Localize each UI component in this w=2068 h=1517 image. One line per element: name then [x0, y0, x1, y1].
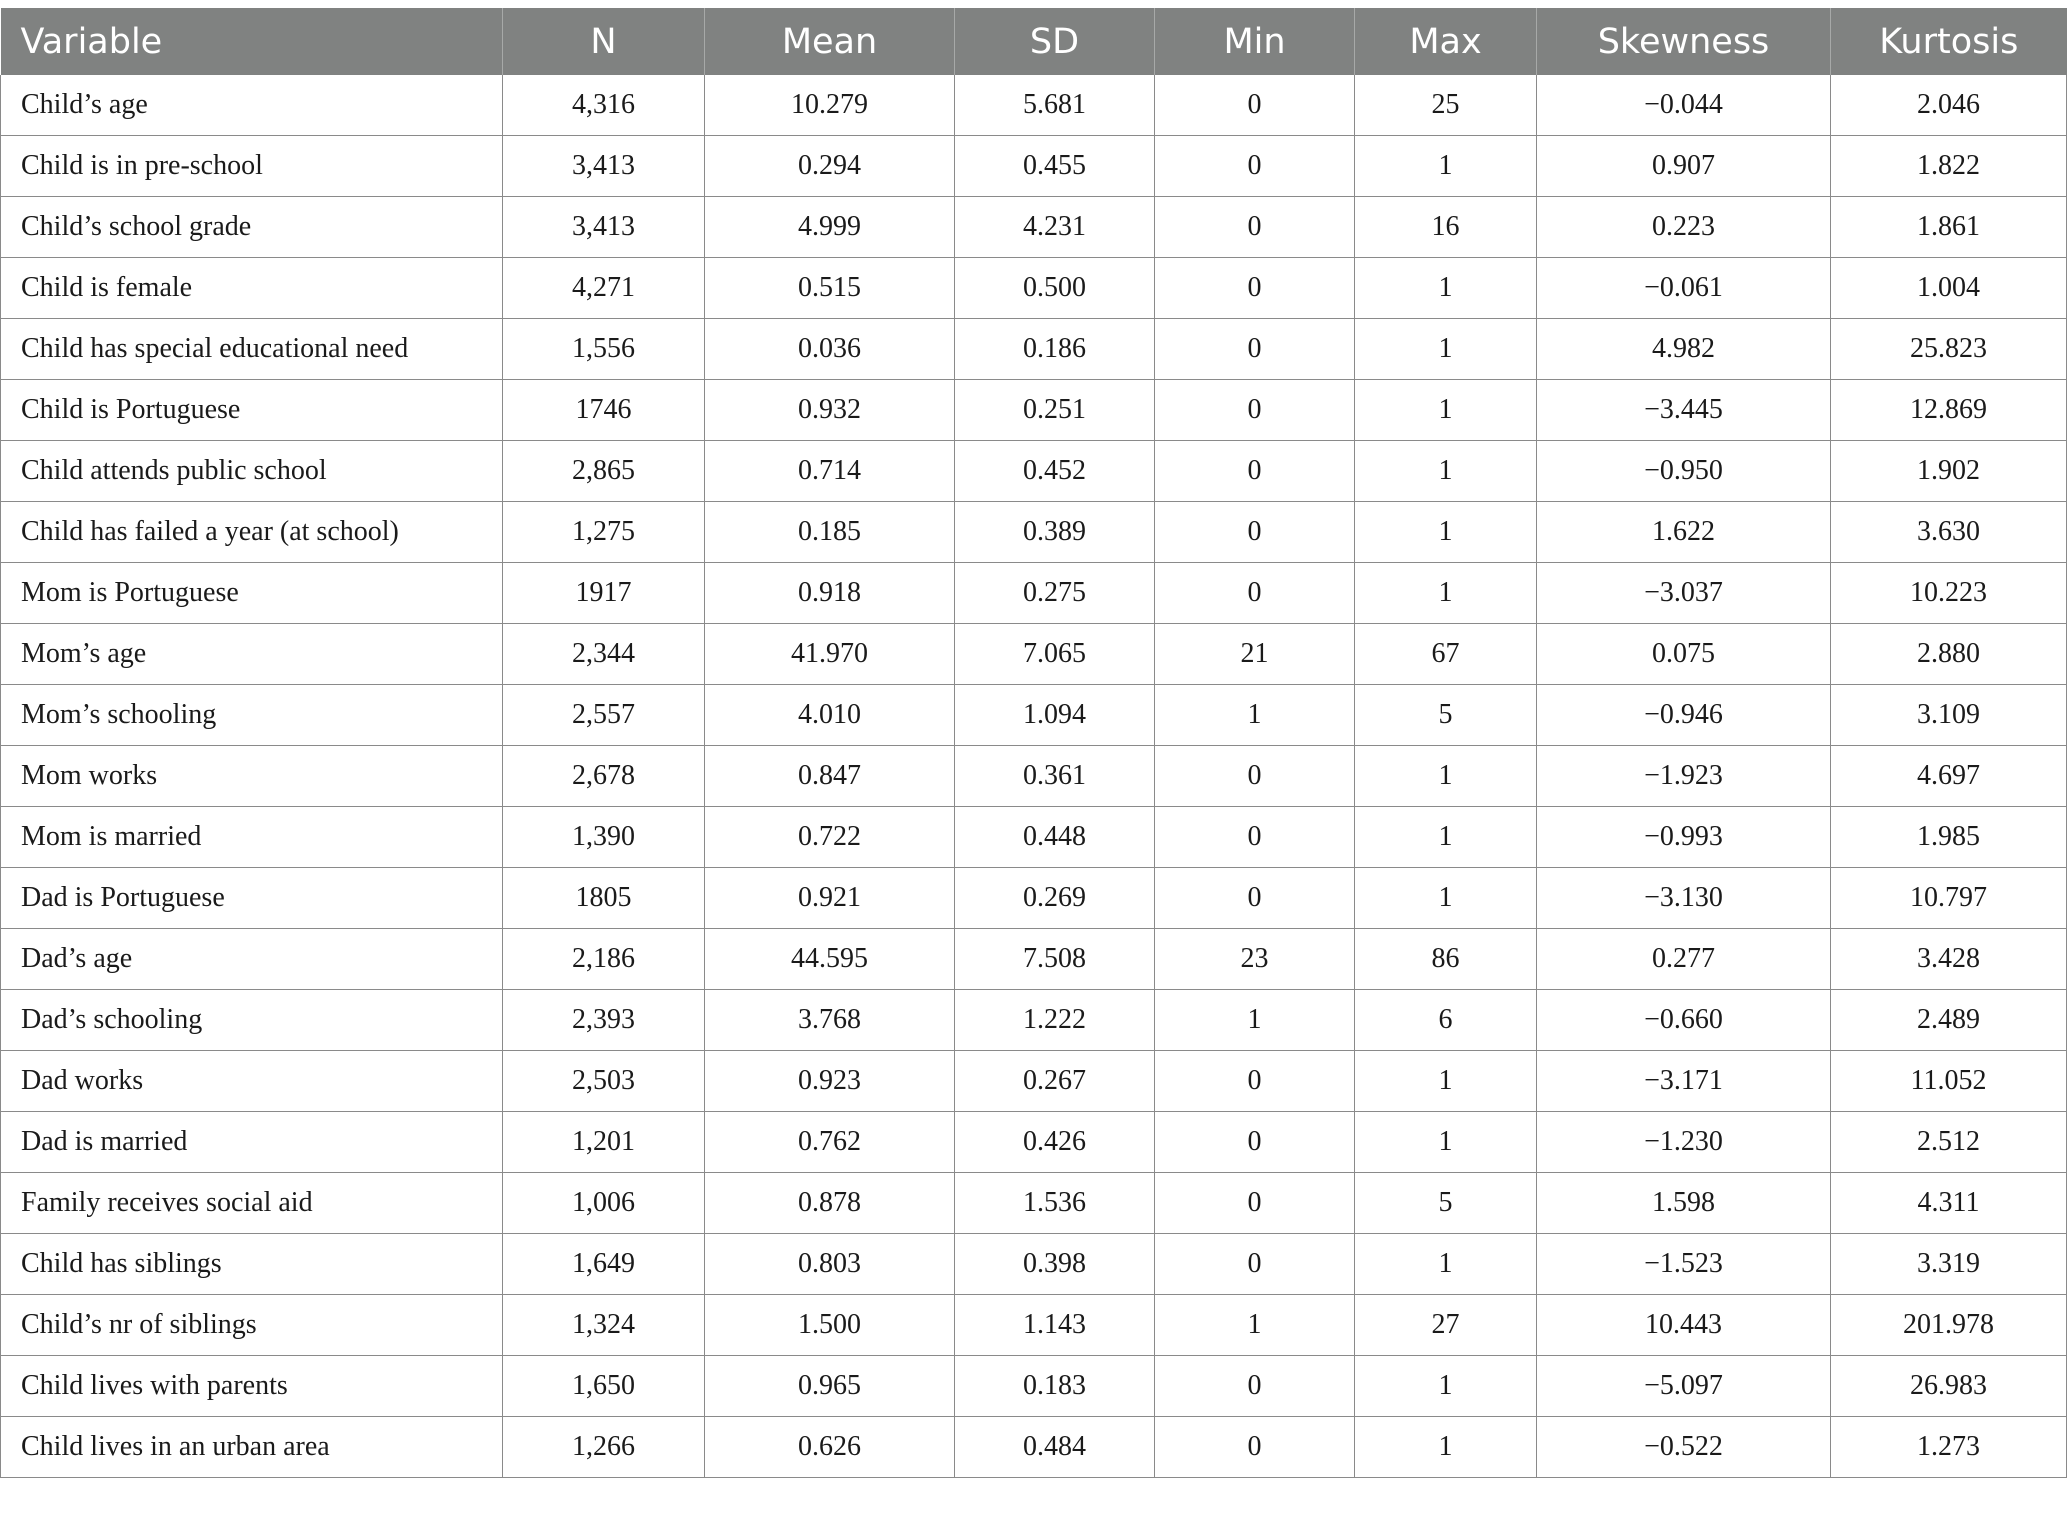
cell-n: 1,324 [503, 1295, 705, 1356]
cell-kurtosis: 1.902 [1831, 441, 2067, 502]
table-row [1, 1234, 2067, 1295]
cell-max: 25 [1355, 75, 1537, 136]
table-row [1, 1417, 2067, 1478]
table-row [1, 929, 2067, 990]
header-n: N [503, 8, 705, 75]
cell-variable: Child has special educational need [1, 319, 503, 380]
cell-kurtosis: 3.630 [1831, 502, 2067, 563]
cell-n: 1,006 [503, 1173, 705, 1234]
cell-n: 1805 [503, 868, 705, 929]
header-kurtosis: Kurtosis [1831, 8, 2067, 75]
cell-variable: Child attends public school [1, 441, 503, 502]
cell-sd: 0.500 [955, 258, 1155, 319]
cell-max: 27 [1355, 1295, 1537, 1356]
cell-n: 4,316 [503, 75, 705, 136]
cell-n: 1,275 [503, 502, 705, 563]
table-row [1, 624, 2067, 685]
cell-n: 4,271 [503, 258, 705, 319]
cell-skewness: 1.622 [1537, 502, 1831, 563]
cell-skewness: 4.982 [1537, 319, 1831, 380]
cell-sd: 1.536 [955, 1173, 1155, 1234]
cell-mean: 4.010 [705, 685, 955, 746]
cell-max: 6 [1355, 990, 1537, 1051]
cell-skewness: 10.443 [1537, 1295, 1831, 1356]
cell-variable: Child’s nr of siblings [1, 1295, 503, 1356]
cell-sd: 0.448 [955, 807, 1155, 868]
cell-variable: Mom’s schooling [1, 685, 503, 746]
cell-n: 1,201 [503, 1112, 705, 1173]
cell-variable: Child is Portuguese [1, 380, 503, 441]
cell-max: 1 [1355, 1356, 1537, 1417]
table-row [1, 1051, 2067, 1112]
cell-skewness: 0.223 [1537, 197, 1831, 258]
cell-kurtosis: 12.869 [1831, 380, 2067, 441]
cell-max: 86 [1355, 929, 1537, 990]
cell-skewness: −1.523 [1537, 1234, 1831, 1295]
table-row [1, 1112, 2067, 1173]
cell-min: 1 [1155, 685, 1355, 746]
cell-skewness: 0.075 [1537, 624, 1831, 685]
cell-skewness: 0.277 [1537, 929, 1831, 990]
cell-n: 2,557 [503, 685, 705, 746]
cell-n: 1,556 [503, 319, 705, 380]
table-row [1, 258, 2067, 319]
cell-skewness: −0.993 [1537, 807, 1831, 868]
header-min: Min [1155, 8, 1355, 75]
cell-max: 16 [1355, 197, 1537, 258]
cell-variable: Child is in pre-school [1, 136, 503, 197]
cell-skewness: −3.130 [1537, 868, 1831, 929]
table-row [1, 807, 2067, 868]
cell-min: 0 [1155, 258, 1355, 319]
cell-kurtosis: 10.223 [1831, 563, 2067, 624]
cell-skewness: 0.907 [1537, 136, 1831, 197]
cell-max: 1 [1355, 258, 1537, 319]
cell-min: 0 [1155, 380, 1355, 441]
cell-skewness: −3.171 [1537, 1051, 1831, 1112]
cell-n: 2,344 [503, 624, 705, 685]
cell-mean: 10.279 [705, 75, 955, 136]
cell-variable: Mom’s age [1, 624, 503, 685]
cell-mean: 0.965 [705, 1356, 955, 1417]
cell-variable: Dad works [1, 1051, 503, 1112]
cell-sd: 4.231 [955, 197, 1155, 258]
cell-min: 0 [1155, 136, 1355, 197]
cell-skewness: −0.061 [1537, 258, 1831, 319]
cell-mean: 4.999 [705, 197, 955, 258]
cell-min: 23 [1155, 929, 1355, 990]
cell-min: 0 [1155, 563, 1355, 624]
cell-skewness: −5.097 [1537, 1356, 1831, 1417]
cell-skewness: −0.044 [1537, 75, 1831, 136]
cell-sd: 1.143 [955, 1295, 1155, 1356]
cell-min: 0 [1155, 746, 1355, 807]
cell-mean: 41.970 [705, 624, 955, 685]
cell-variable: Child lives with parents [1, 1356, 503, 1417]
header-skewness: Skewness [1537, 8, 1831, 75]
table-row [1, 868, 2067, 929]
cell-sd: 0.452 [955, 441, 1155, 502]
cell-kurtosis: 3.109 [1831, 685, 2067, 746]
cell-min: 1 [1155, 1295, 1355, 1356]
cell-mean: 44.595 [705, 929, 955, 990]
cell-kurtosis: 2.880 [1831, 624, 2067, 685]
cell-min: 1 [1155, 990, 1355, 1051]
table-row [1, 1173, 2067, 1234]
cell-min: 0 [1155, 1112, 1355, 1173]
table-header [1, 8, 2067, 75]
cell-kurtosis: 1.004 [1831, 258, 2067, 319]
cell-variable: Child is female [1, 258, 503, 319]
cell-max: 1 [1355, 380, 1537, 441]
cell-mean: 1.500 [705, 1295, 955, 1356]
cell-n: 3,413 [503, 136, 705, 197]
cell-min: 0 [1155, 502, 1355, 563]
cell-max: 5 [1355, 685, 1537, 746]
cell-min: 0 [1155, 197, 1355, 258]
cell-kurtosis: 201.978 [1831, 1295, 2067, 1356]
cell-n: 3,413 [503, 197, 705, 258]
cell-variable: Dad’s age [1, 929, 503, 990]
cell-kurtosis: 2.046 [1831, 75, 2067, 136]
cell-n: 1917 [503, 563, 705, 624]
cell-variable: Dad is Portuguese [1, 868, 503, 929]
cell-skewness: −0.946 [1537, 685, 1831, 746]
cell-mean: 3.768 [705, 990, 955, 1051]
cell-max: 1 [1355, 1051, 1537, 1112]
cell-mean: 0.847 [705, 746, 955, 807]
cell-sd: 0.455 [955, 136, 1155, 197]
cell-sd: 0.267 [955, 1051, 1155, 1112]
cell-max: 1 [1355, 1417, 1537, 1478]
table-row [1, 319, 2067, 380]
cell-kurtosis: 10.797 [1831, 868, 2067, 929]
cell-skewness: −0.660 [1537, 990, 1831, 1051]
cell-n: 1,390 [503, 807, 705, 868]
cell-min: 0 [1155, 807, 1355, 868]
table-row [1, 990, 2067, 1051]
cell-n: 2,865 [503, 441, 705, 502]
cell-max: 1 [1355, 1234, 1537, 1295]
cell-skewness: 1.598 [1537, 1173, 1831, 1234]
cell-kurtosis: 2.512 [1831, 1112, 2067, 1173]
cell-min: 0 [1155, 1417, 1355, 1478]
table-row [1, 136, 2067, 197]
cell-kurtosis: 1.822 [1831, 136, 2067, 197]
cell-variable: Dad is married [1, 1112, 503, 1173]
cell-min: 0 [1155, 1356, 1355, 1417]
cell-min: 0 [1155, 1051, 1355, 1112]
cell-kurtosis: 2.489 [1831, 990, 2067, 1051]
cell-n: 1746 [503, 380, 705, 441]
cell-mean: 0.036 [705, 319, 955, 380]
cell-max: 1 [1355, 319, 1537, 380]
cell-mean: 0.762 [705, 1112, 955, 1173]
cell-variable: Child has failed a year (at school) [1, 502, 503, 563]
cell-max: 1 [1355, 1112, 1537, 1173]
cell-max: 5 [1355, 1173, 1537, 1234]
cell-max: 1 [1355, 868, 1537, 929]
table-row [1, 1356, 2067, 1417]
cell-max: 1 [1355, 746, 1537, 807]
cell-kurtosis: 25.823 [1831, 319, 2067, 380]
cell-sd: 7.508 [955, 929, 1155, 990]
table-row [1, 502, 2067, 563]
cell-mean: 0.722 [705, 807, 955, 868]
table-row [1, 563, 2067, 624]
cell-min: 0 [1155, 1234, 1355, 1295]
cell-variable: Mom is married [1, 807, 503, 868]
cell-skewness: −0.950 [1537, 441, 1831, 502]
cell-variable: Dad’s schooling [1, 990, 503, 1051]
cell-variable: Child’s age [1, 75, 503, 136]
cell-min: 0 [1155, 441, 1355, 502]
cell-min: 0 [1155, 319, 1355, 380]
cell-variable: Child lives in an urban area [1, 1417, 503, 1478]
cell-skewness: −3.445 [1537, 380, 1831, 441]
cell-sd: 0.484 [955, 1417, 1155, 1478]
cell-sd: 1.094 [955, 685, 1155, 746]
cell-n: 2,186 [503, 929, 705, 990]
cell-mean: 0.803 [705, 1234, 955, 1295]
cell-skewness: −1.230 [1537, 1112, 1831, 1173]
table-row [1, 746, 2067, 807]
cell-variable: Mom is Portuguese [1, 563, 503, 624]
header-row [1, 8, 2067, 75]
cell-variable: Mom works [1, 746, 503, 807]
cell-mean: 0.932 [705, 380, 955, 441]
cell-sd: 0.269 [955, 868, 1155, 929]
cell-sd: 0.183 [955, 1356, 1155, 1417]
cell-mean: 0.923 [705, 1051, 955, 1112]
table-row [1, 441, 2067, 502]
table-row [1, 75, 2067, 136]
cell-skewness: −3.037 [1537, 563, 1831, 624]
cell-sd: 0.251 [955, 380, 1155, 441]
cell-mean: 0.185 [705, 502, 955, 563]
cell-skewness: −0.522 [1537, 1417, 1831, 1478]
cell-sd: 0.426 [955, 1112, 1155, 1173]
cell-n: 1,650 [503, 1356, 705, 1417]
cell-sd: 0.389 [955, 502, 1155, 563]
header-max: Max [1355, 8, 1537, 75]
cell-kurtosis: 1.273 [1831, 1417, 2067, 1478]
cell-variable: Child’s school grade [1, 197, 503, 258]
cell-min: 0 [1155, 868, 1355, 929]
cell-sd: 7.065 [955, 624, 1155, 685]
cell-sd: 1.222 [955, 990, 1155, 1051]
cell-max: 67 [1355, 624, 1537, 685]
cell-sd: 0.275 [955, 563, 1155, 624]
cell-variable: Child has siblings [1, 1234, 503, 1295]
cell-max: 1 [1355, 563, 1537, 624]
cell-max: 1 [1355, 502, 1537, 563]
cell-variable: Family receives social aid [1, 1173, 503, 1234]
cell-mean: 0.918 [705, 563, 955, 624]
cell-min: 0 [1155, 75, 1355, 136]
table-body [1, 75, 2067, 1478]
cell-mean: 0.714 [705, 441, 955, 502]
cell-mean: 0.921 [705, 868, 955, 929]
cell-mean: 0.878 [705, 1173, 955, 1234]
cell-sd: 0.398 [955, 1234, 1155, 1295]
descriptive-statistics-table-container [0, 8, 2068, 1478]
cell-sd: 5.681 [955, 75, 1155, 136]
cell-skewness: −1.923 [1537, 746, 1831, 807]
header-variable: Variable [1, 8, 503, 75]
cell-kurtosis: 4.311 [1831, 1173, 2067, 1234]
cell-n: 2,393 [503, 990, 705, 1051]
cell-kurtosis: 1.861 [1831, 197, 2067, 258]
cell-n: 1,266 [503, 1417, 705, 1478]
cell-max: 1 [1355, 136, 1537, 197]
header-sd: SD [955, 8, 1155, 75]
cell-kurtosis: 11.052 [1831, 1051, 2067, 1112]
cell-kurtosis: 1.985 [1831, 807, 2067, 868]
cell-min: 21 [1155, 624, 1355, 685]
descriptive-statistics-table [0, 8, 2067, 1478]
table-row [1, 197, 2067, 258]
cell-n: 2,503 [503, 1051, 705, 1112]
table-row [1, 380, 2067, 441]
cell-sd: 0.186 [955, 319, 1155, 380]
cell-n: 1,649 [503, 1234, 705, 1295]
cell-kurtosis: 4.697 [1831, 746, 2067, 807]
cell-n: 2,678 [503, 746, 705, 807]
cell-sd: 0.361 [955, 746, 1155, 807]
header-mean: Mean [705, 8, 955, 75]
cell-max: 1 [1355, 441, 1537, 502]
cell-mean: 0.294 [705, 136, 955, 197]
cell-mean: 0.626 [705, 1417, 955, 1478]
cell-min: 0 [1155, 1173, 1355, 1234]
cell-kurtosis: 3.319 [1831, 1234, 2067, 1295]
table-row [1, 1295, 2067, 1356]
cell-max: 1 [1355, 807, 1537, 868]
table-row [1, 685, 2067, 746]
cell-mean: 0.515 [705, 258, 955, 319]
cell-kurtosis: 26.983 [1831, 1356, 2067, 1417]
cell-kurtosis: 3.428 [1831, 929, 2067, 990]
